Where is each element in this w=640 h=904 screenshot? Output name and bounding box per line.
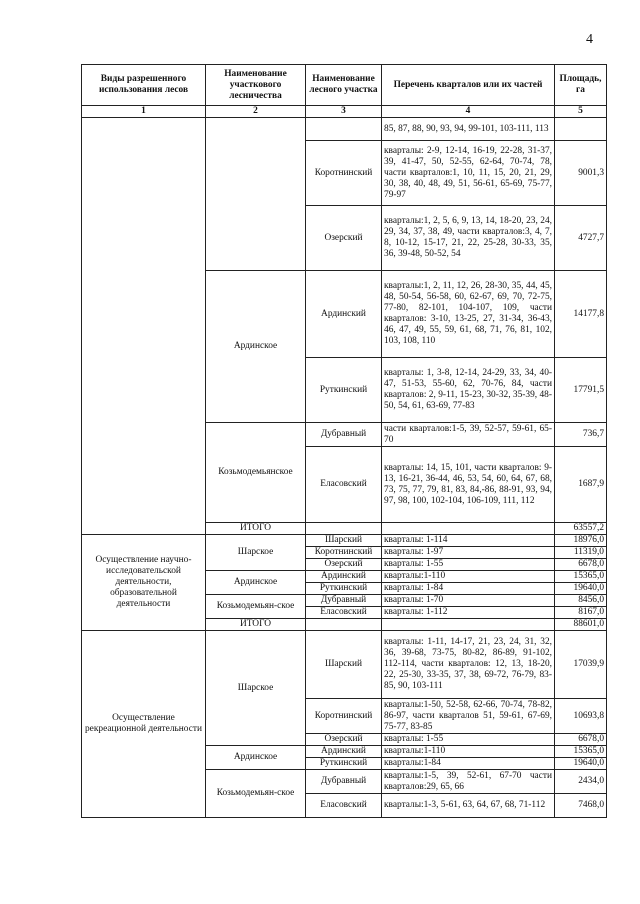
quarters-list: кварталы: 1-55 xyxy=(382,734,555,746)
header-row xyxy=(82,65,607,106)
quarters-list: кварталы: 1-11, 14-17, 21, 23, 24, 31, 32, 36, 39-68, 73-75, 80-82, 86-89, 91-102, 112-114, части кварталов: 12, 13, 18-20, 22, 25-30, 33-35, 37, 38, 69-72, 76-79, 83-85, 90, 103-111 xyxy=(382,631,555,699)
col-num: 5 xyxy=(555,106,607,118)
area-value: 6678,0 xyxy=(555,734,607,746)
forestry-name: Шарское xyxy=(206,535,306,571)
quarters-list: кварталы: 1-70 xyxy=(382,595,555,607)
quarters-list: кварталы:1-3, 5-61, 63, 64, 67, 68, 71-112 xyxy=(382,794,555,818)
quarters-list: кварталы:1-110 xyxy=(382,746,555,758)
table-row xyxy=(82,535,607,547)
col-num: 3 xyxy=(306,106,382,118)
area-value: 7468,0 xyxy=(555,794,607,818)
quarters-list: кварталы:1, 2, 5, 6, 9, 13, 14, 18-20, 23, 24, 29, 34, 37, 38, 49, части кварталов:3, 4, 7, 8, 10-12, 15-17, 21, 22, 25-28, 30-33, 35, 36, 39-48, 50-52, 54 xyxy=(382,206,555,271)
quarters-list: кварталы:1-110 xyxy=(382,571,555,583)
header-site: Наименование лесного участка xyxy=(306,65,382,106)
site-name: Коротнинский xyxy=(306,141,382,206)
site-name: Шарский xyxy=(306,631,382,699)
area-value: 9001,3 xyxy=(555,141,607,206)
area-value: 4727,7 xyxy=(555,206,607,271)
site-name: Озерский xyxy=(306,559,382,571)
area-cell xyxy=(555,118,607,141)
table-row xyxy=(82,118,607,141)
quarters-list: кварталы: 14, 15, 101, части кварталов: 9-13, 16-21, 36-44, 46, 53, 54, 60, 64, 67, 68, 73, 75, 77, 79, 81, 83, 84,-86, 88-91, 93, 94, 97, 98, 100, 102-104, 106-109, 111, 112 xyxy=(382,447,555,523)
area-value: 19640,0 xyxy=(555,583,607,595)
area-value: 10693,8 xyxy=(555,699,607,734)
total-label: ИТОГО xyxy=(206,523,306,535)
forestry-name: Ардинское xyxy=(206,271,306,423)
site-name: Еласовский xyxy=(306,607,382,619)
quarters-list: кварталы:1-50, 52-58, 62-66, 70-74, 78-82, 86-97, части кварталов 51, 59-61, 67-69, 75-77, 83-85 xyxy=(382,699,555,734)
forestry-name: Ардинское xyxy=(206,571,306,595)
use-type: Осуществление рекреационной деятельности xyxy=(82,631,206,818)
site-name: Озерский xyxy=(306,206,382,271)
area-value: 1687,9 xyxy=(555,447,607,523)
area-value: 17039,9 xyxy=(555,631,607,699)
site-name: Ардинский xyxy=(306,271,382,358)
quarters-list: кварталы: 1-112 xyxy=(382,607,555,619)
site-name: Еласовский xyxy=(306,794,382,818)
use-type: Осуществление научно-исследовательской деятельности, образовательной деятельности xyxy=(82,535,206,631)
header-list: Перечень кварталов или их частей xyxy=(382,65,555,106)
area-value: 15365,0 xyxy=(555,746,607,758)
col-num: 1 xyxy=(82,106,206,118)
total-label: ИТОГО xyxy=(206,619,306,631)
site-name: Ардинский xyxy=(306,571,382,583)
area-value: 17791,5 xyxy=(555,358,607,423)
quarters-list: 85, 87, 88, 90, 93, 94, 99-101, 103-111, 113 xyxy=(382,118,555,141)
area-value: 8167,0 xyxy=(555,607,607,619)
total-area: 88601,0 xyxy=(555,619,607,631)
forestry-name: Козьмодемьян-ское xyxy=(206,770,306,818)
forestry-name: Ардинское xyxy=(206,746,306,770)
area-value: 18976,0 xyxy=(555,535,607,547)
empty-cell xyxy=(382,523,555,535)
quarters-list: кварталы: 1-97 xyxy=(382,547,555,559)
forestry-name: Козьмодемьян-ское xyxy=(206,595,306,619)
forestry-cell-continued xyxy=(206,118,306,271)
area-value: 6678,0 xyxy=(555,559,607,571)
site-cell xyxy=(306,118,382,141)
forestry-name: Козьмодемьянское xyxy=(206,423,306,523)
area-value: 11319,0 xyxy=(555,547,607,559)
quarters-list: кварталы:1-5, 39, 52-61, 67-70 части кварталов:29, 65, 66 xyxy=(382,770,555,794)
site-name: Дубравный xyxy=(306,770,382,794)
area-value: 19640,0 xyxy=(555,758,607,770)
quarters-list: кварталы: 2-9, 12-14, 16-19, 22-28, 31-37, 39, 41-47, 50, 52-55, 62-64, 70-74, 78, части кварталов:1, 10, 11, 15, 20, 21, 29, 30, 38, 40, 48, 49, 51, 56-61, 65-69, 75-77, 79-97 xyxy=(382,141,555,206)
site-name: Коротнинский xyxy=(306,699,382,734)
quarters-list: кварталы: 1-55 xyxy=(382,559,555,571)
empty-cell xyxy=(382,619,555,631)
page-number: 4 xyxy=(586,32,593,47)
site-name: Руткинский xyxy=(306,758,382,770)
quarters-list: кварталы: 1, 3-8, 12-14, 24-29, 33, 34, 40-47, 51-53, 55-60, 62, 70-76, 84, части кварталов: 2, 9-11, 15-23, 30-32, 35-39, 48-50, 54, 61, 63-69, 77-83 xyxy=(382,358,555,423)
site-name: Руткинский xyxy=(306,358,382,423)
empty-cell xyxy=(306,523,382,535)
site-name: Дубравный xyxy=(306,423,382,447)
header-use: Виды разрешенного использования лесов xyxy=(82,65,206,106)
site-name: Озерский xyxy=(306,734,382,746)
total-area: 63557,2 xyxy=(555,523,607,535)
quarters-list: кварталы: 1-84 xyxy=(382,583,555,595)
table-row xyxy=(82,631,607,699)
empty-cell xyxy=(306,619,382,631)
col-num: 2 xyxy=(206,106,306,118)
quarters-list: кварталы:1, 2, 11, 12, 26, 28-30, 35, 44, 45, 48, 50-54, 56-58, 60, 62-67, 69, 70, 72-75, 77-80, 82-101, 104-107, 109, части кварталов: 3-10, 13-25, 27, 31-34, 36-43, 46, 47, 49, 55, 59, 61, 68, 71, 76, 81, 102, 103, 108, 110 xyxy=(382,271,555,358)
area-value: 8456,0 xyxy=(555,595,607,607)
header-area: Площадь, га xyxy=(555,65,607,106)
column-number-row xyxy=(82,106,607,118)
col-num: 4 xyxy=(382,106,555,118)
forestry-name: Шарское xyxy=(206,631,306,746)
site-name: Дубравный xyxy=(306,595,382,607)
quarters-list: части кварталов:1-5, 39, 52-57, 59-61, 65-70 xyxy=(382,423,555,447)
area-value: 736,7 xyxy=(555,423,607,447)
site-name: Руткинский xyxy=(306,583,382,595)
quarters-list: кварталы: 1-114 xyxy=(382,535,555,547)
site-name: Коротнинский xyxy=(306,547,382,559)
area-value: 14177,8 xyxy=(555,271,607,358)
quarters-list: кварталы:1-84 xyxy=(382,758,555,770)
forest-use-table xyxy=(81,64,607,818)
use-cell-continued xyxy=(82,118,206,535)
site-name: Еласовский xyxy=(306,447,382,523)
area-value: 15365,0 xyxy=(555,571,607,583)
site-name: Шарский xyxy=(306,535,382,547)
area-value: 2434,0 xyxy=(555,770,607,794)
site-name: Ардинский xyxy=(306,746,382,758)
header-forestry: Наименование участкового лесничества xyxy=(206,65,306,106)
